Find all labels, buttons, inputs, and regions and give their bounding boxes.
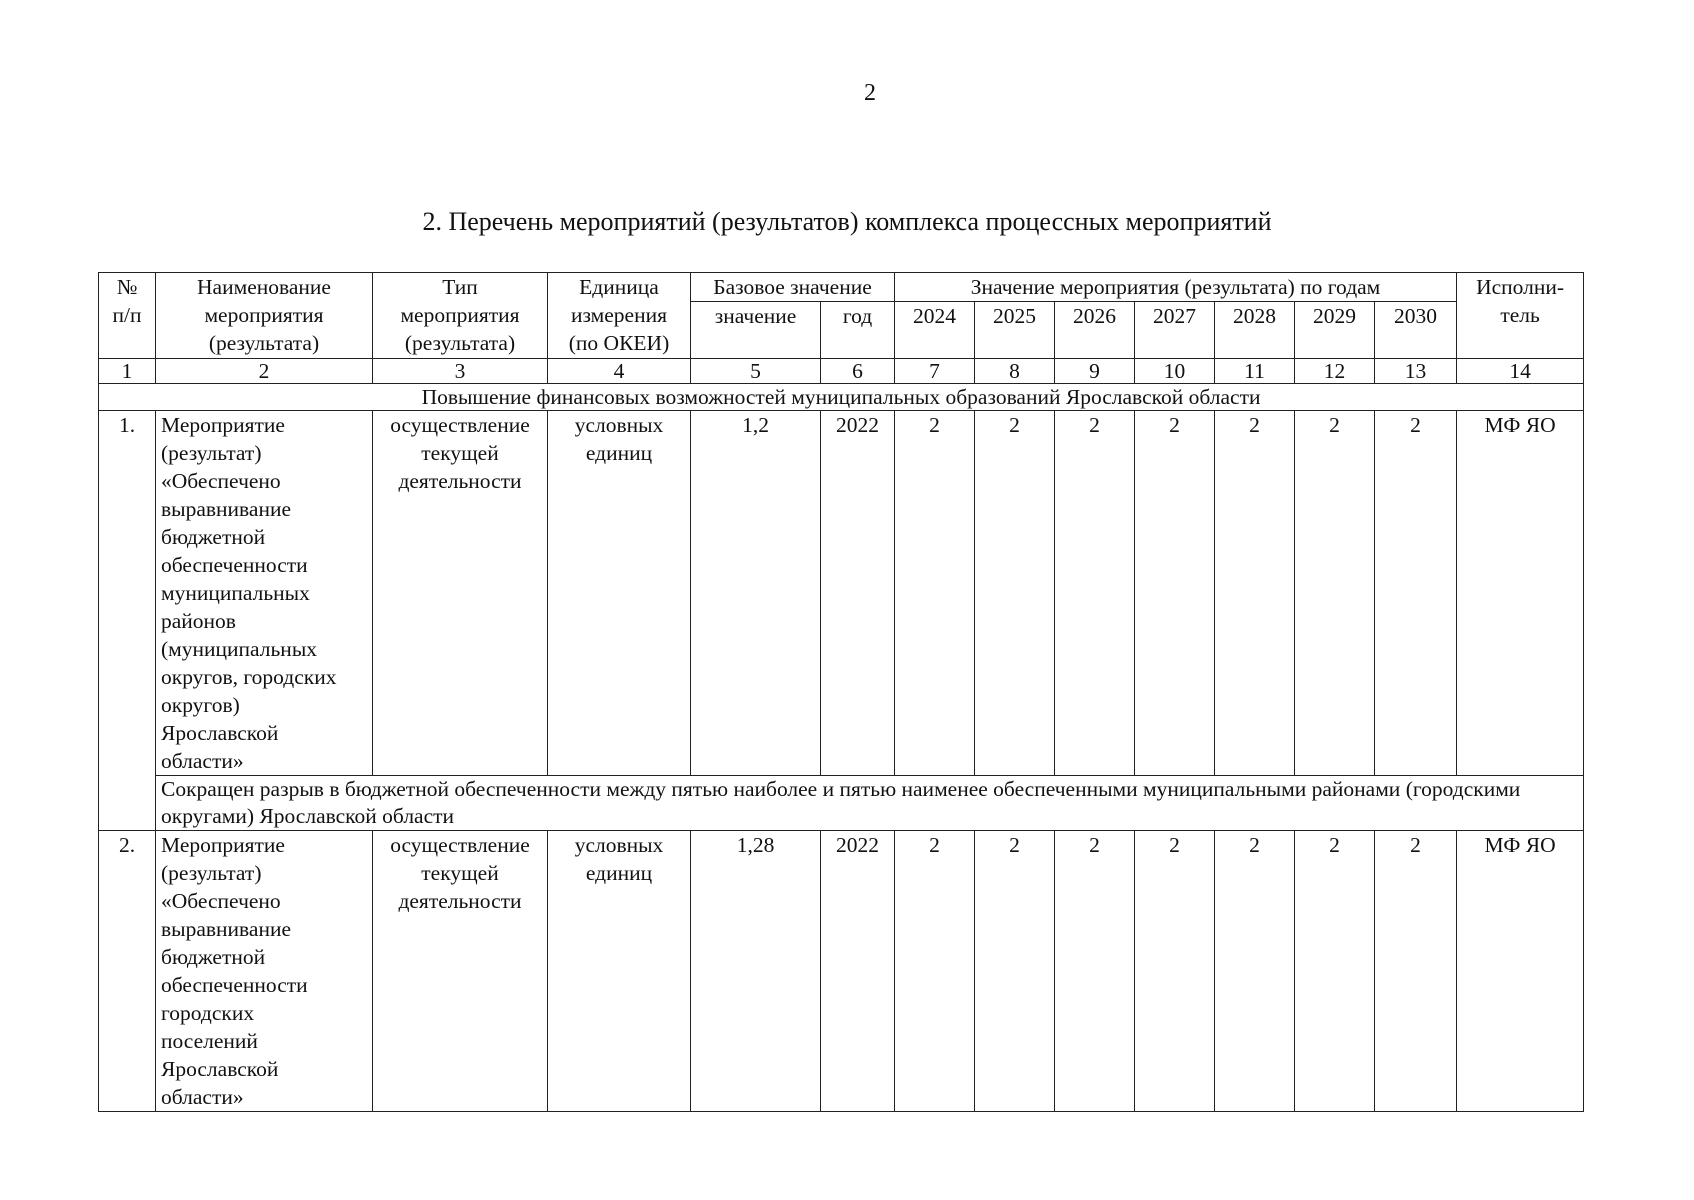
executor: МФ ЯО <box>1457 411 1584 776</box>
year-value: 2 <box>1055 831 1135 1112</box>
column-number: 3 <box>373 359 548 384</box>
row-number: 1. <box>99 411 156 831</box>
column-number: 12 <box>1295 359 1375 384</box>
header-name-line: (результата) <box>208 331 320 355</box>
column-number: 7 <box>895 359 975 384</box>
type-line: текущей <box>421 441 499 465</box>
name-line: городских <box>161 1001 255 1025</box>
name-line: округов) <box>161 693 240 717</box>
header-name-line: мероприятия <box>204 303 324 327</box>
header-year: 2024 <box>895 302 975 359</box>
measure-name <box>156 411 373 776</box>
header-unit-line: измерения <box>570 303 668 327</box>
name-line: районов <box>161 609 236 633</box>
base-year: 2022 <box>821 831 895 1112</box>
name-line: Ярославской <box>161 1057 279 1081</box>
column-number: 9 <box>1055 359 1135 384</box>
table-row <box>99 831 1584 1112</box>
name-line: Ярославской <box>161 721 279 745</box>
header-name-line: Наименование <box>197 275 331 299</box>
name-line: (результат) <box>161 861 262 885</box>
column-number: 4 <box>548 359 691 384</box>
column-number: 14 <box>1457 359 1584 384</box>
header-base-group: Базовое значение <box>691 273 895 302</box>
page-number: 2 <box>864 80 876 106</box>
header-year: 2027 <box>1135 302 1215 359</box>
header-year: 2030 <box>1375 302 1457 359</box>
header-type-line: мероприятия <box>400 303 520 327</box>
header-executor-line: Исполни- <box>1476 275 1565 299</box>
section-row <box>99 384 1584 411</box>
header-year: 2028 <box>1215 302 1295 359</box>
column-number-row <box>99 359 1584 384</box>
unit-line: единиц <box>585 441 653 465</box>
header-unit <box>548 273 691 359</box>
column-number: 10 <box>1135 359 1215 384</box>
year-value: 2 <box>1295 831 1375 1112</box>
type-line: осуществление <box>390 833 530 857</box>
year-value: 2 <box>1135 411 1215 776</box>
column-number: 1 <box>99 359 156 384</box>
column-number: 13 <box>1375 359 1457 384</box>
unit-line: условных <box>574 413 664 437</box>
name-line: поселений <box>161 1029 258 1053</box>
measure-type <box>373 411 548 776</box>
column-number: 5 <box>691 359 821 384</box>
header-base-year: год <box>821 302 895 359</box>
table-row <box>99 411 1584 776</box>
base-value: 1,2 <box>691 411 821 776</box>
column-number: 11 <box>1215 359 1295 384</box>
header-year: 2025 <box>975 302 1055 359</box>
measure-name <box>156 831 373 1112</box>
name-line: округов, городских <box>161 665 337 689</box>
row-number: 2. <box>99 831 156 1112</box>
name-line: выравнивание <box>161 497 292 521</box>
unit-line: единиц <box>585 861 653 885</box>
name-line: обеспеченности <box>161 553 308 577</box>
header-year: 2026 <box>1055 302 1135 359</box>
header-base-value: значение <box>691 302 821 359</box>
result-text: Сокращен разрыв в бюджетной обеспеченности между пятью наиболее и пятью наименее обеспеченными муниципальными районами (городскими округами) Ярославской области <box>156 776 1584 831</box>
name-line: «Обеспечено <box>161 889 281 913</box>
header-unit-line: Единица <box>579 275 659 299</box>
year-value: 2 <box>1375 411 1457 776</box>
year-value: 2 <box>1135 831 1215 1112</box>
type-line: деятельности <box>398 889 522 913</box>
name-line: муниципальных <box>161 581 310 605</box>
type-line: осуществление <box>390 413 530 437</box>
name-line: бюджетной <box>161 525 266 549</box>
name-line: «Обеспечено <box>161 469 281 493</box>
column-number: 2 <box>156 359 373 384</box>
name-line: Мероприятие <box>161 833 285 857</box>
base-year: 2022 <box>821 411 895 776</box>
name-line: обеспеченности <box>161 973 308 997</box>
base-value: 1,28 <box>691 831 821 1112</box>
result-row <box>99 776 1584 831</box>
header-name <box>156 273 373 359</box>
name-line: области» <box>161 749 244 773</box>
header-num-line: № <box>116 275 138 299</box>
name-line: области» <box>161 1085 244 1109</box>
name-line: бюджетной <box>161 945 266 969</box>
year-value: 2 <box>1215 411 1295 776</box>
name-line: выравнивание <box>161 917 292 941</box>
section-title: Повышение финансовых возможностей муниципальных образований Ярославской области <box>99 384 1584 411</box>
document-title: 2. Перечень мероприятий (результатов) комплекса процессных мероприятий <box>422 207 1272 236</box>
year-value: 2 <box>1295 411 1375 776</box>
header-type <box>373 273 548 359</box>
measure-type <box>373 831 548 1112</box>
name-line: (результат) <box>161 441 262 465</box>
year-value: 2 <box>1375 831 1457 1112</box>
measure-unit <box>548 831 691 1112</box>
header-type-line: Тип <box>442 275 478 299</box>
executor: МФ ЯО <box>1457 831 1584 1112</box>
type-line: текущей <box>421 861 499 885</box>
header-year: 2029 <box>1295 302 1375 359</box>
header-num-line: п/п <box>112 303 142 327</box>
year-value: 2 <box>1055 411 1135 776</box>
column-number: 6 <box>821 359 895 384</box>
name-line: (муниципальных <box>161 637 318 661</box>
year-value: 2 <box>895 831 975 1112</box>
header-num <box>99 273 156 359</box>
header-unit-line: (по ОКЕИ) <box>568 331 670 355</box>
year-value: 2 <box>975 411 1055 776</box>
measures-table <box>98 272 1584 1112</box>
header-type-line: (результата) <box>404 331 516 355</box>
header-row-1 <box>99 273 1584 302</box>
year-value: 2 <box>975 831 1055 1112</box>
column-number: 8 <box>975 359 1055 384</box>
type-line: деятельности <box>398 469 522 493</box>
measure-unit <box>548 411 691 776</box>
header-years-group: Значение мероприятия (результата) по годам <box>895 273 1457 302</box>
header-executor <box>1457 273 1584 359</box>
year-value: 2 <box>895 411 975 776</box>
year-value: 2 <box>1215 831 1295 1112</box>
name-line: Мероприятие <box>161 413 285 437</box>
unit-line: условных <box>574 833 664 857</box>
header-executor-line: тель <box>1500 303 1540 327</box>
